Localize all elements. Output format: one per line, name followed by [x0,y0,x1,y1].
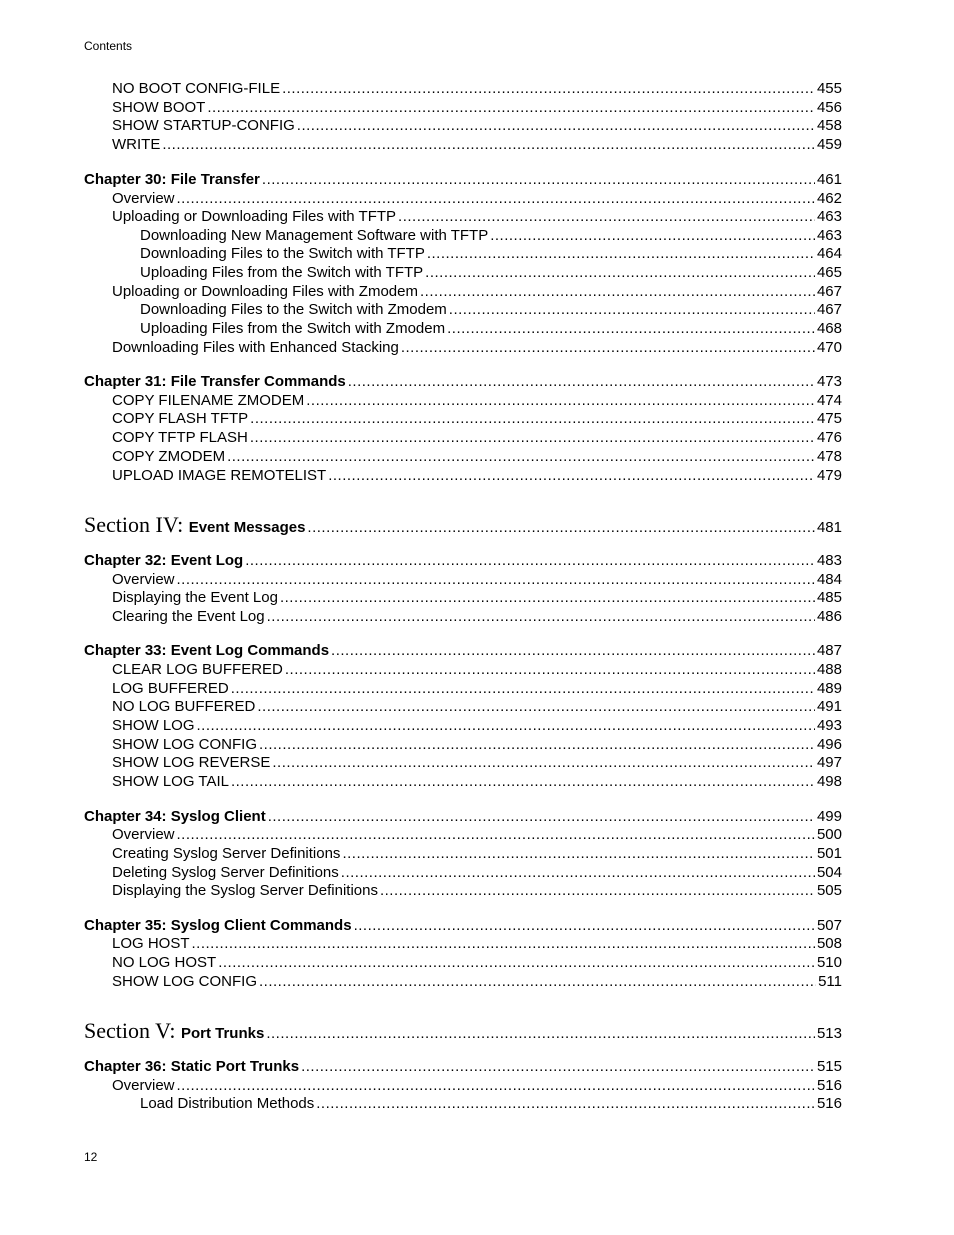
toc-entry-label: Overview [112,826,175,843]
toc-chapter[interactable] [84,808,842,826]
toc-page-number: 474 [816,392,842,409]
dot-leader [177,190,815,208]
toc-entry[interactable] [84,698,842,716]
toc-chapter[interactable] [84,917,842,935]
toc-page-number: 462 [816,190,842,207]
section-name: Port Trunks [180,1025,265,1042]
toc-entry-label: Load Distribution Methods [140,1095,315,1112]
dot-leader [259,973,816,991]
toc-chapter[interactable] [84,373,842,391]
toc-entry-label: Chapter 36: Static Port Trunks [84,1058,300,1075]
toc-entry-label: Overview [112,1077,175,1094]
toc-entry[interactable] [84,661,842,679]
toc-entry[interactable] [84,392,842,410]
toc-entry-label: SHOW LOG CONFIG [112,736,258,753]
dot-leader [266,1025,815,1043]
toc-page-number: 476 [816,429,842,446]
toc-entry[interactable] [84,954,842,972]
toc-entry[interactable] [84,429,842,447]
dot-leader [490,227,815,245]
toc-entry[interactable] [84,608,842,626]
toc-entry-label: Downloading Files with Enhanced Stacking [112,339,399,356]
dot-leader [177,826,815,844]
toc-page-number: 479 [816,467,842,484]
toc-page-number: 459 [816,136,842,153]
toc-page-number: 455 [816,80,842,97]
dot-leader [380,882,815,900]
dot-leader [262,171,815,189]
toc-section-title [84,1018,265,1043]
toc-entry-label: Chapter 34: Syslog Client [84,808,266,825]
toc-page-number: 485 [816,589,842,606]
toc-page-number: 511 [818,973,842,990]
running-header: Contents [84,39,133,53]
toc-entry-label: LOG HOST [112,935,190,952]
toc-entry[interactable] [84,717,842,735]
dot-leader [245,552,815,570]
toc-entry-label: COPY TFTP FLASH [112,429,248,446]
toc-entry-label: SHOW LOG [112,717,195,734]
toc-page-number: 488 [816,661,842,678]
toc-entry[interactable] [84,754,842,772]
toc-entry-label: NO BOOT CONFIG-FILE [112,80,281,97]
toc-entry[interactable] [84,190,842,208]
dot-leader [447,320,815,338]
toc-entry-label: SHOW STARTUP-CONFIG [112,117,295,134]
toc-entry[interactable] [84,320,842,338]
dot-leader [231,773,815,791]
toc-entry-label: UPLOAD IMAGE REMOTELIST [112,467,327,484]
toc-page-number: 505 [816,882,842,899]
toc-page-number: 510 [816,954,842,971]
toc-page-number: 486 [816,608,842,625]
toc-page-number: 458 [816,117,842,134]
toc-entry[interactable] [84,117,842,135]
toc-page-number: 470 [816,339,842,356]
dot-leader [420,283,815,301]
toc-page-number: 487 [816,642,842,659]
toc-entry[interactable] [84,208,842,226]
toc-page-number: 456 [816,99,842,116]
toc-entry-label: Creating Syslog Server Definitions [112,845,341,862]
toc-page-number: 513 [816,1025,842,1042]
dot-leader [272,754,815,772]
dot-leader [328,467,815,485]
toc-page-number: 464 [816,245,842,262]
toc-page-number: 516 [816,1077,842,1094]
toc-entry[interactable] [84,283,842,301]
toc-chapter[interactable] [84,171,842,189]
dot-leader [331,642,815,660]
toc-entry-label: SHOW LOG REVERSE [112,754,271,771]
toc-page-number: 465 [816,264,842,281]
toc-entry[interactable] [84,339,842,357]
toc-page-number: 504 [816,864,842,881]
dot-leader [250,410,815,428]
dot-leader [162,136,815,154]
dot-leader [231,680,815,698]
toc-page-number: 461 [816,171,842,188]
toc-entry-label: WRITE [112,136,161,153]
toc-section-title [84,512,306,537]
dot-leader [297,117,815,135]
toc-page-number: 463 [816,227,842,244]
toc-page-number: 483 [816,552,842,569]
dot-leader [401,339,815,357]
toc-page-number: 501 [816,845,842,862]
toc-entry[interactable] [84,264,842,282]
toc-entry-label: SHOW BOOT [112,99,206,116]
toc-entry-label: Downloading New Management Software with TFTP [140,227,489,244]
toc-page-number: 489 [816,680,842,697]
toc-entry[interactable] [84,589,842,607]
toc-entry[interactable] [84,826,842,844]
dot-leader [177,1077,815,1095]
toc-entry-label: Uploading or Downloading Files with TFTP [112,208,397,225]
dot-leader [268,808,815,826]
toc-entry[interactable] [84,845,842,863]
toc-entry[interactable] [84,448,842,466]
toc-page-number: 467 [816,301,842,318]
toc-entry-label: Downloading Files to the Switch with Zmodem [140,301,447,318]
toc-entry[interactable] [84,301,842,319]
toc-entry-label: CLEAR LOG BUFFERED [112,661,283,678]
dot-leader [348,373,815,391]
toc-entry-label: Downloading Files to the Switch with TFTP [140,245,425,262]
toc-entry[interactable] [84,99,842,117]
dot-leader [280,589,815,607]
toc-entry-label: Chapter 31: File Transfer Commands [84,373,346,390]
dot-leader [449,301,815,319]
toc-entry-label: Overview [112,190,175,207]
dot-leader [301,1058,815,1076]
dot-leader [398,208,815,226]
toc-entry-label: Uploading Files from the Switch with TFTP [140,264,424,281]
toc-entry-label: Uploading or Downloading Files with Zmodem [112,283,418,300]
toc-entry-label: COPY FLASH TFTP [112,410,249,427]
toc-entry-label: Displaying the Event Log [112,589,278,606]
toc-entry[interactable] [84,245,842,263]
section-number: Section V: [84,1018,181,1043]
toc-chapter[interactable] [84,1058,842,1076]
toc-entry[interactable] [84,882,842,900]
toc-entry-label: Chapter 33: Event Log Commands [84,642,330,659]
toc-entry[interactable] [84,227,842,245]
dot-leader [177,571,815,589]
toc-entry-label: COPY ZMODEM [112,448,226,465]
toc-page-number: 473 [816,373,842,390]
toc-chapter[interactable] [84,642,842,660]
toc-entry[interactable] [84,1095,842,1113]
toc-entry[interactable] [84,80,842,98]
dot-leader [285,661,815,679]
toc-entry[interactable] [84,136,842,154]
dot-leader [207,99,815,117]
toc-entry-label: Uploading Files from the Switch with Zmodem [140,320,446,337]
toc-entry-label: SHOW LOG CONFIG [112,973,258,990]
toc-page-number: 481 [816,519,842,536]
toc-entry-label: Deleting Syslog Server Definitions [112,864,339,881]
dot-leader [307,519,815,537]
toc-entry-label: Clearing the Event Log [112,608,265,625]
toc-entry[interactable] [84,467,842,485]
toc-page-number: 516 [816,1095,842,1112]
dot-leader [218,954,815,972]
dot-leader [250,429,815,447]
dot-leader [197,717,815,735]
toc-entry-label: Chapter 35: Syslog Client Commands [84,917,352,934]
toc-page-number: 498 [816,773,842,790]
dot-leader [341,864,815,882]
toc-entry-label: Overview [112,571,175,588]
toc-entry[interactable] [84,410,842,428]
toc-page-number: 484 [816,571,842,588]
toc-entry[interactable] [84,864,842,882]
toc-section[interactable] [84,1018,842,1043]
dot-leader [267,608,815,626]
toc-entry-label: COPY FILENAME ZMODEM [112,392,305,409]
toc-page-number: 508 [816,935,842,952]
toc-entry-label: Chapter 30: File Transfer [84,171,260,188]
dot-leader [425,264,815,282]
dot-leader [282,80,815,98]
toc-entry-label: NO LOG HOST [112,954,217,971]
toc-page-number: 496 [816,736,842,753]
dot-leader [354,917,815,935]
page-number: 12 [84,1150,98,1164]
dot-leader [427,245,815,263]
toc-page-number: 499 [816,808,842,825]
toc-entry-label: LOG BUFFERED [112,680,229,697]
dot-leader [316,1095,815,1113]
dot-leader [306,392,815,410]
toc-page-number: 475 [816,410,842,427]
toc-page-number: 507 [816,917,842,934]
toc-page-number: 463 [816,208,842,225]
toc-entry[interactable] [84,1077,842,1095]
dot-leader [259,736,815,754]
toc-page-number: 493 [816,717,842,734]
toc-entry-label: SHOW LOG TAIL [112,773,229,790]
toc-entry[interactable] [84,973,842,991]
toc-entry[interactable] [84,736,842,754]
toc-entry[interactable] [84,935,842,953]
toc-page-number: 468 [816,320,842,337]
toc-page-number: 491 [816,698,842,715]
toc-page-number: 500 [816,826,842,843]
toc-entry[interactable] [84,571,842,589]
section-name: Event Messages [188,519,306,536]
dot-leader [257,698,815,716]
toc-section[interactable] [84,512,842,537]
toc-page-number: 478 [816,448,842,465]
toc-entry-label: Chapter 32: Event Log [84,552,244,569]
dot-leader [227,448,815,466]
toc-chapter[interactable] [84,552,842,570]
toc-entry[interactable] [84,773,842,791]
toc-entry-label: NO LOG BUFFERED [112,698,256,715]
dot-leader [192,935,815,953]
toc-entry[interactable] [84,680,842,698]
toc-page-number: 467 [816,283,842,300]
section-number: Section IV: [84,512,189,537]
toc-entry-label: Displaying the Syslog Server Definitions [112,882,378,899]
toc-page-number: 515 [816,1058,842,1075]
toc-page-number: 497 [816,754,842,771]
dot-leader [342,845,815,863]
